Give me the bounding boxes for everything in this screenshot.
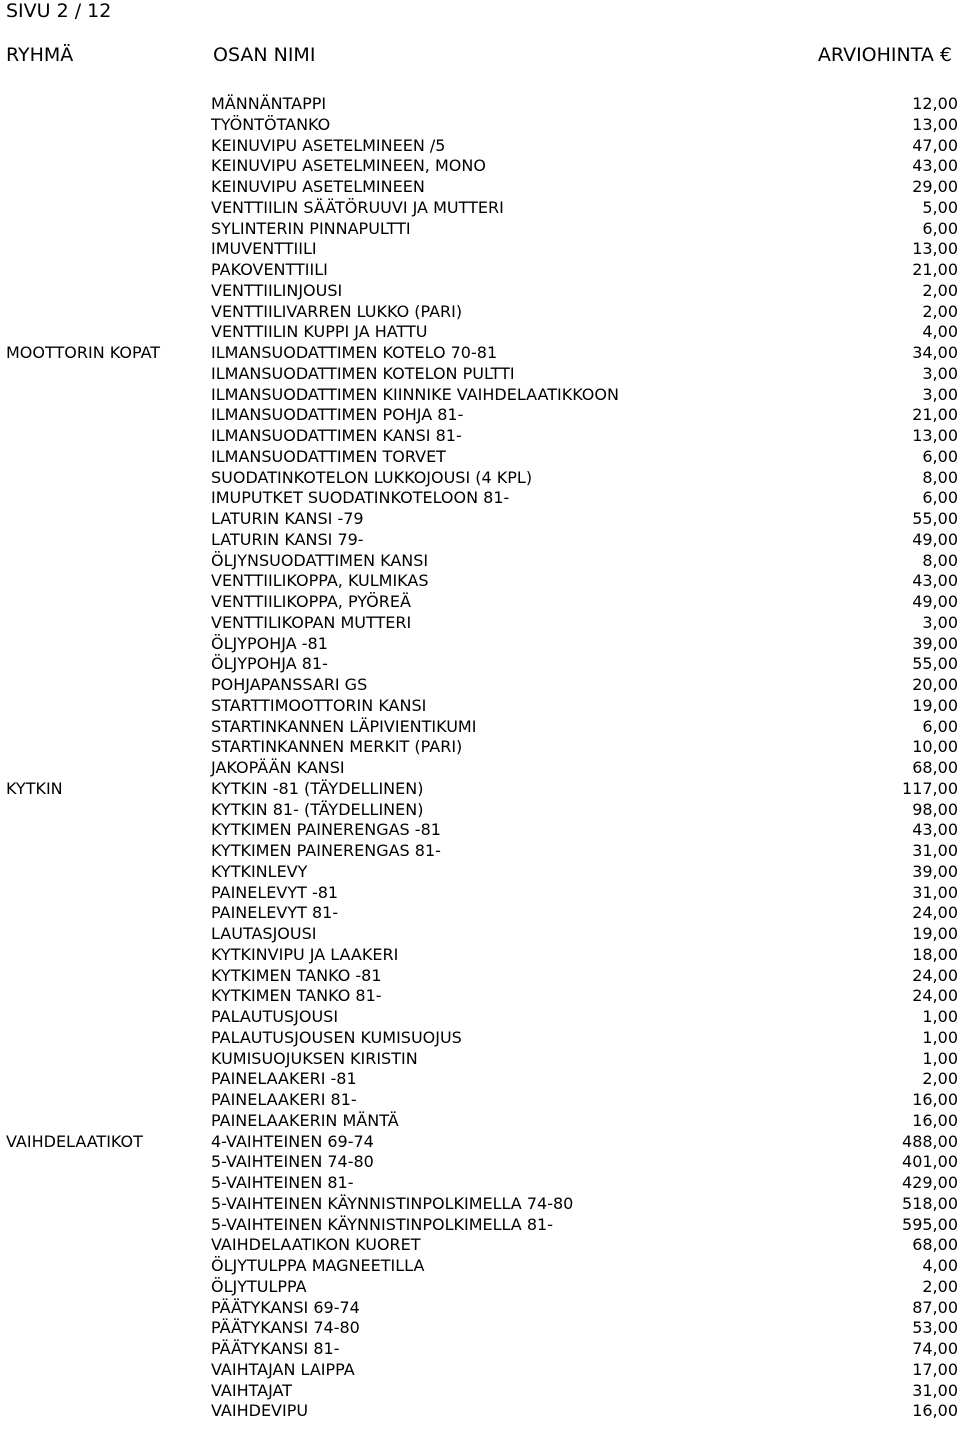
table-row bbox=[0, 903, 960, 924]
table-row bbox=[0, 551, 960, 572]
part-name-cell: STARTTIMOOTTORIN KANSI bbox=[211, 695, 427, 715]
price-cell: 6,00 bbox=[922, 488, 958, 508]
part-name-cell: ÖLJYNSUODATTIMEN KANSI bbox=[211, 550, 429, 570]
part-name-cell: 5-VAIHTEINEN 81- bbox=[211, 1173, 354, 1192]
part-name-cell: PAINELEVYT 81- bbox=[211, 903, 339, 923]
table-row bbox=[0, 239, 960, 260]
table-row bbox=[0, 737, 960, 758]
part-name-cell: 5-VAIHTEINEN 74-80 bbox=[211, 1152, 374, 1172]
part-name-cell: VENTTIILIKOPPA, KULMIKAS bbox=[211, 571, 429, 591]
part-name-cell: VENTTIILIN SÄÄTÖRUUVI JA MUTTERI bbox=[211, 197, 504, 217]
table-row bbox=[0, 447, 960, 468]
price-cell: 31,00 bbox=[912, 882, 958, 902]
part-name-cell: STARTINKANNEN LÄPIVIENTIKUMI bbox=[211, 716, 477, 736]
part-name-cell: VENTTIILINJOUSI bbox=[211, 280, 343, 300]
group-cell: VAIHDELAATIKOT bbox=[6, 1131, 143, 1151]
part-name-cell: KYTKIMEN TANKO -81 bbox=[211, 965, 382, 985]
price-cell: 43,00 bbox=[912, 156, 958, 176]
price-cell: 49,00 bbox=[912, 529, 958, 549]
part-name-cell: ILMANSUODATTIMEN KOTELON PULTTI bbox=[211, 363, 515, 383]
price-cell: 49,00 bbox=[912, 592, 958, 611]
price-cell: 74,00 bbox=[912, 1339, 958, 1358]
part-name-cell: VENTTIILIN KUPPI JA HATTU bbox=[211, 322, 428, 342]
price-cell: 13,00 bbox=[912, 426, 958, 445]
price-cell: 6,00 bbox=[922, 218, 958, 238]
part-name-cell: KYTKIN 81- (TÄYDELLINEN) bbox=[211, 799, 424, 819]
price-cell: 34,00 bbox=[912, 343, 958, 362]
table-row bbox=[0, 1360, 960, 1381]
table-row bbox=[0, 1401, 960, 1422]
part-name-cell: LATURIN KANSI 79- bbox=[211, 529, 364, 549]
table-row bbox=[0, 488, 960, 509]
price-cell: 21,00 bbox=[912, 405, 958, 425]
part-name-cell: KYTKIMEN TANKO 81- bbox=[211, 986, 382, 1006]
price-cell: 55,00 bbox=[912, 509, 958, 528]
price-cell: 21,00 bbox=[912, 260, 958, 279]
part-name-cell: VAIHTAJAN LAIPPA bbox=[211, 1359, 355, 1379]
price-cell: 29,00 bbox=[912, 177, 958, 196]
part-name-cell: KYTKIN -81 (TÄYDELLINEN) bbox=[211, 778, 424, 798]
price-cell: 18,00 bbox=[912, 944, 958, 964]
price-cell: 19,00 bbox=[912, 924, 958, 943]
price-cell: 6,00 bbox=[922, 446, 958, 466]
price-cell: 68,00 bbox=[912, 758, 958, 777]
table-row bbox=[0, 177, 960, 198]
table-row bbox=[0, 613, 960, 634]
part-name-cell: VENTTIILIVARREN LUKKO (PARI) bbox=[211, 301, 463, 321]
table-row bbox=[0, 1381, 960, 1402]
price-cell: 2,00 bbox=[922, 1276, 958, 1296]
part-name-cell: PALAUTUSJOUSI bbox=[211, 1007, 339, 1026]
part-name-cell: PÄÄTYKANSI 74-80 bbox=[211, 1318, 360, 1338]
price-cell: 117,00 bbox=[902, 778, 958, 798]
part-name-cell: IMUPUTKET SUODATINKOTELOON 81- bbox=[211, 488, 510, 508]
part-name-cell: LAUTASJOUSI bbox=[211, 924, 317, 943]
table-row bbox=[0, 405, 960, 426]
table-row bbox=[0, 675, 960, 696]
table-row bbox=[0, 219, 960, 240]
part-name-cell: PAINELAAKERI -81 bbox=[211, 1069, 357, 1089]
table-row bbox=[0, 820, 960, 841]
part-name-column-header: OSAN NIMI bbox=[213, 44, 316, 66]
price-cell: 68,00 bbox=[912, 1235, 958, 1255]
table-row bbox=[0, 654, 960, 675]
price-cell: 55,00 bbox=[912, 654, 958, 674]
table-row bbox=[0, 322, 960, 343]
table-row bbox=[0, 468, 960, 489]
group-cell: KYTKIN bbox=[6, 778, 63, 798]
table-row bbox=[0, 1256, 960, 1277]
part-name-cell: 5-VAIHTEINEN KÄYNNISTINPOLKIMELLA 81- bbox=[211, 1214, 553, 1234]
table-row bbox=[0, 924, 960, 945]
table-row bbox=[0, 364, 960, 385]
price-cell: 6,00 bbox=[922, 716, 958, 736]
price-cell: 401,00 bbox=[902, 1152, 958, 1172]
table-row bbox=[0, 800, 960, 821]
part-name-cell: ILMANSUODATTIMEN POHJA 81- bbox=[211, 405, 464, 425]
table-row bbox=[0, 1173, 960, 1194]
price-cell: 10,00 bbox=[912, 737, 958, 757]
part-name-cell: ÖLJYTULPPA MAGNEETILLA bbox=[211, 1256, 425, 1275]
part-name-cell: ÖLJYTULPPA bbox=[211, 1276, 307, 1296]
part-name-cell: ÖLJYPOHJA 81- bbox=[211, 654, 328, 674]
price-cell: 2,00 bbox=[922, 1069, 958, 1089]
price-cell: 1,00 bbox=[922, 1048, 958, 1068]
part-name-cell: PAINELEVYT -81 bbox=[211, 882, 339, 902]
table-row bbox=[0, 136, 960, 157]
price-cell: 24,00 bbox=[912, 903, 958, 923]
price-cell: 31,00 bbox=[912, 1380, 958, 1400]
price-cell: 43,00 bbox=[912, 820, 958, 840]
part-name-cell: PÄÄTYKANSI 69-74 bbox=[211, 1297, 360, 1317]
part-name-cell: POHJAPANSSARI GS bbox=[211, 675, 368, 694]
table-row bbox=[0, 696, 960, 717]
price-cell: 3,00 bbox=[922, 384, 958, 404]
table-row bbox=[0, 945, 960, 966]
table-row bbox=[0, 302, 960, 323]
table-row bbox=[0, 1339, 960, 1360]
part-name-cell: KYTKIMEN PAINERENGAS -81 bbox=[211, 820, 441, 840]
part-name-cell: ILMANSUODATTIMEN KANSI 81- bbox=[211, 426, 462, 445]
table-row bbox=[0, 1007, 960, 1028]
price-cell: 2,00 bbox=[922, 301, 958, 321]
table-row bbox=[0, 530, 960, 551]
price-cell: 20,00 bbox=[912, 675, 958, 694]
price-cell: 24,00 bbox=[912, 986, 958, 1006]
part-name-cell: PALAUTUSJOUSEN KUMISUOJUS bbox=[211, 1027, 462, 1047]
table-row bbox=[0, 1111, 960, 1132]
part-name-cell: KUMISUOJUKSEN KIRISTIN bbox=[211, 1048, 418, 1068]
price-cell: 12,00 bbox=[912, 94, 958, 113]
table-row bbox=[0, 1298, 960, 1319]
price-cell: 13,00 bbox=[912, 114, 958, 134]
price-cell: 1,00 bbox=[922, 1027, 958, 1047]
part-name-cell: LATURIN KANSI -79 bbox=[211, 509, 364, 528]
table-row bbox=[0, 841, 960, 862]
price-cell: 3,00 bbox=[922, 363, 958, 383]
price-cell: 8,00 bbox=[922, 467, 958, 487]
price-column-header: ARVIOHINTA € bbox=[817, 44, 952, 66]
price-cell: 98,00 bbox=[912, 799, 958, 819]
table-row bbox=[0, 1090, 960, 1111]
table-row bbox=[0, 115, 960, 136]
table-row bbox=[0, 1318, 960, 1339]
price-cell: 488,00 bbox=[902, 1131, 958, 1151]
part-name-cell: KEINUVIPU ASETELMINEEN /5 bbox=[211, 135, 446, 155]
price-cell: 3,00 bbox=[922, 612, 958, 632]
table-row bbox=[0, 1235, 960, 1256]
table-row bbox=[0, 260, 960, 281]
table-row bbox=[0, 156, 960, 177]
part-name-cell: PAINELAAKERI 81- bbox=[211, 1090, 357, 1109]
table-row bbox=[0, 1194, 960, 1215]
price-cell: 53,00 bbox=[912, 1318, 958, 1338]
price-cell: 19,00 bbox=[912, 695, 958, 715]
part-name-cell: ILMANSUODATTIMEN TORVET bbox=[211, 446, 446, 466]
table-row bbox=[0, 717, 960, 738]
table-row bbox=[0, 1132, 960, 1153]
table-row bbox=[0, 634, 960, 655]
price-cell: 47,00 bbox=[912, 135, 958, 155]
table-row bbox=[0, 426, 960, 447]
part-name-cell: ILMANSUODATTIMEN KIINNIKE VAIHDELAATIKKOON bbox=[211, 384, 619, 404]
table-row bbox=[0, 343, 960, 364]
table-row bbox=[0, 779, 960, 800]
part-name-cell: KEINUVIPU ASETELMINEEN, MONO bbox=[211, 156, 486, 176]
price-cell: 5,00 bbox=[922, 197, 958, 217]
table-row bbox=[0, 198, 960, 219]
table-row bbox=[0, 94, 960, 115]
table-row bbox=[0, 1049, 960, 1070]
part-name-cell: STARTINKANNEN MERKIT (PARI) bbox=[211, 737, 463, 757]
price-cell: 24,00 bbox=[912, 965, 958, 985]
part-name-cell: TYÖNTÖTANKO bbox=[211, 114, 331, 134]
part-name-cell: 4-VAIHTEINEN 69-74 bbox=[211, 1131, 374, 1151]
part-name-cell: ÖLJYPOHJA -81 bbox=[211, 633, 328, 653]
price-cell: 16,00 bbox=[912, 1401, 958, 1421]
table-row bbox=[0, 385, 960, 406]
page-number: SIVU 2 / 12 bbox=[6, 0, 112, 22]
part-name-cell: PÄÄTYKANSI 81- bbox=[211, 1339, 340, 1358]
part-name-cell: VENTTILIKOPAN MUTTERI bbox=[211, 612, 412, 632]
price-cell: 13,00 bbox=[912, 239, 958, 259]
part-name-cell: IMUVENTTIILI bbox=[211, 239, 317, 259]
price-cell: 87,00 bbox=[912, 1297, 958, 1317]
table-row bbox=[0, 862, 960, 883]
table-row bbox=[0, 883, 960, 904]
part-name-cell: MÄNNÄNTAPPI bbox=[211, 94, 327, 113]
part-name-cell: VENTTIILIKOPPA, PYÖREÄ bbox=[211, 592, 411, 611]
part-name-cell: VAIHTAJAT bbox=[211, 1380, 293, 1400]
price-cell: 39,00 bbox=[912, 861, 958, 881]
price-cell: 4,00 bbox=[922, 1256, 958, 1275]
group-column-header: RYHMÄ bbox=[6, 44, 74, 66]
part-name-cell: JAKOPÄÄN KANSI bbox=[211, 758, 345, 777]
part-name-cell: PAINELAAKERIN MÄNTÄ bbox=[211, 1110, 399, 1130]
part-name-cell: 5-VAIHTEINEN KÄYNNISTINPOLKIMELLA 74-80 bbox=[211, 1193, 574, 1213]
table-row bbox=[0, 966, 960, 987]
part-name-cell: KYTKIMEN PAINERENGAS 81- bbox=[211, 841, 441, 860]
parts-price-list bbox=[0, 94, 960, 1422]
part-name-cell: KYTKINLEVY bbox=[211, 861, 308, 881]
price-cell: 429,00 bbox=[902, 1173, 958, 1192]
part-name-cell: KEINUVIPU ASETELMINEEN bbox=[211, 177, 425, 196]
price-cell: 518,00 bbox=[902, 1193, 958, 1213]
price-cell: 16,00 bbox=[912, 1090, 958, 1109]
price-cell: 17,00 bbox=[912, 1359, 958, 1379]
table-row bbox=[0, 1152, 960, 1173]
table-row bbox=[0, 1215, 960, 1236]
price-cell: 16,00 bbox=[912, 1110, 958, 1130]
part-name-cell: PAKOVENTTIILI bbox=[211, 260, 328, 279]
part-name-cell: VAIHDEVIPU bbox=[211, 1401, 309, 1421]
part-name-cell: VAIHDELAATIKON KUORET bbox=[211, 1235, 421, 1255]
group-cell: MOOTTORIN KOPAT bbox=[6, 343, 161, 362]
price-cell: 43,00 bbox=[912, 571, 958, 591]
table-row bbox=[0, 509, 960, 530]
table-row bbox=[0, 986, 960, 1007]
price-cell: 2,00 bbox=[922, 280, 958, 300]
price-cell: 4,00 bbox=[922, 322, 958, 342]
part-name-cell: KYTKINVIPU JA LAAKERI bbox=[211, 944, 399, 964]
part-name-cell: ILMANSUODATTIMEN KOTELO 70-81 bbox=[211, 343, 498, 362]
table-row bbox=[0, 281, 960, 302]
price-cell: 31,00 bbox=[912, 841, 958, 860]
table-row bbox=[0, 592, 960, 613]
price-cell: 39,00 bbox=[912, 633, 958, 653]
price-cell: 1,00 bbox=[922, 1007, 958, 1026]
price-cell: 595,00 bbox=[902, 1214, 958, 1234]
price-cell: 8,00 bbox=[922, 550, 958, 570]
part-name-cell: SUODATINKOTELON LUKKOJOUSI (4 KPL) bbox=[211, 467, 533, 487]
table-row bbox=[0, 1277, 960, 1298]
part-name-cell: SYLINTERIN PINNAPULTTI bbox=[211, 218, 411, 238]
table-row bbox=[0, 758, 960, 779]
table-row bbox=[0, 571, 960, 592]
table-row bbox=[0, 1069, 960, 1090]
table-row bbox=[0, 1028, 960, 1049]
